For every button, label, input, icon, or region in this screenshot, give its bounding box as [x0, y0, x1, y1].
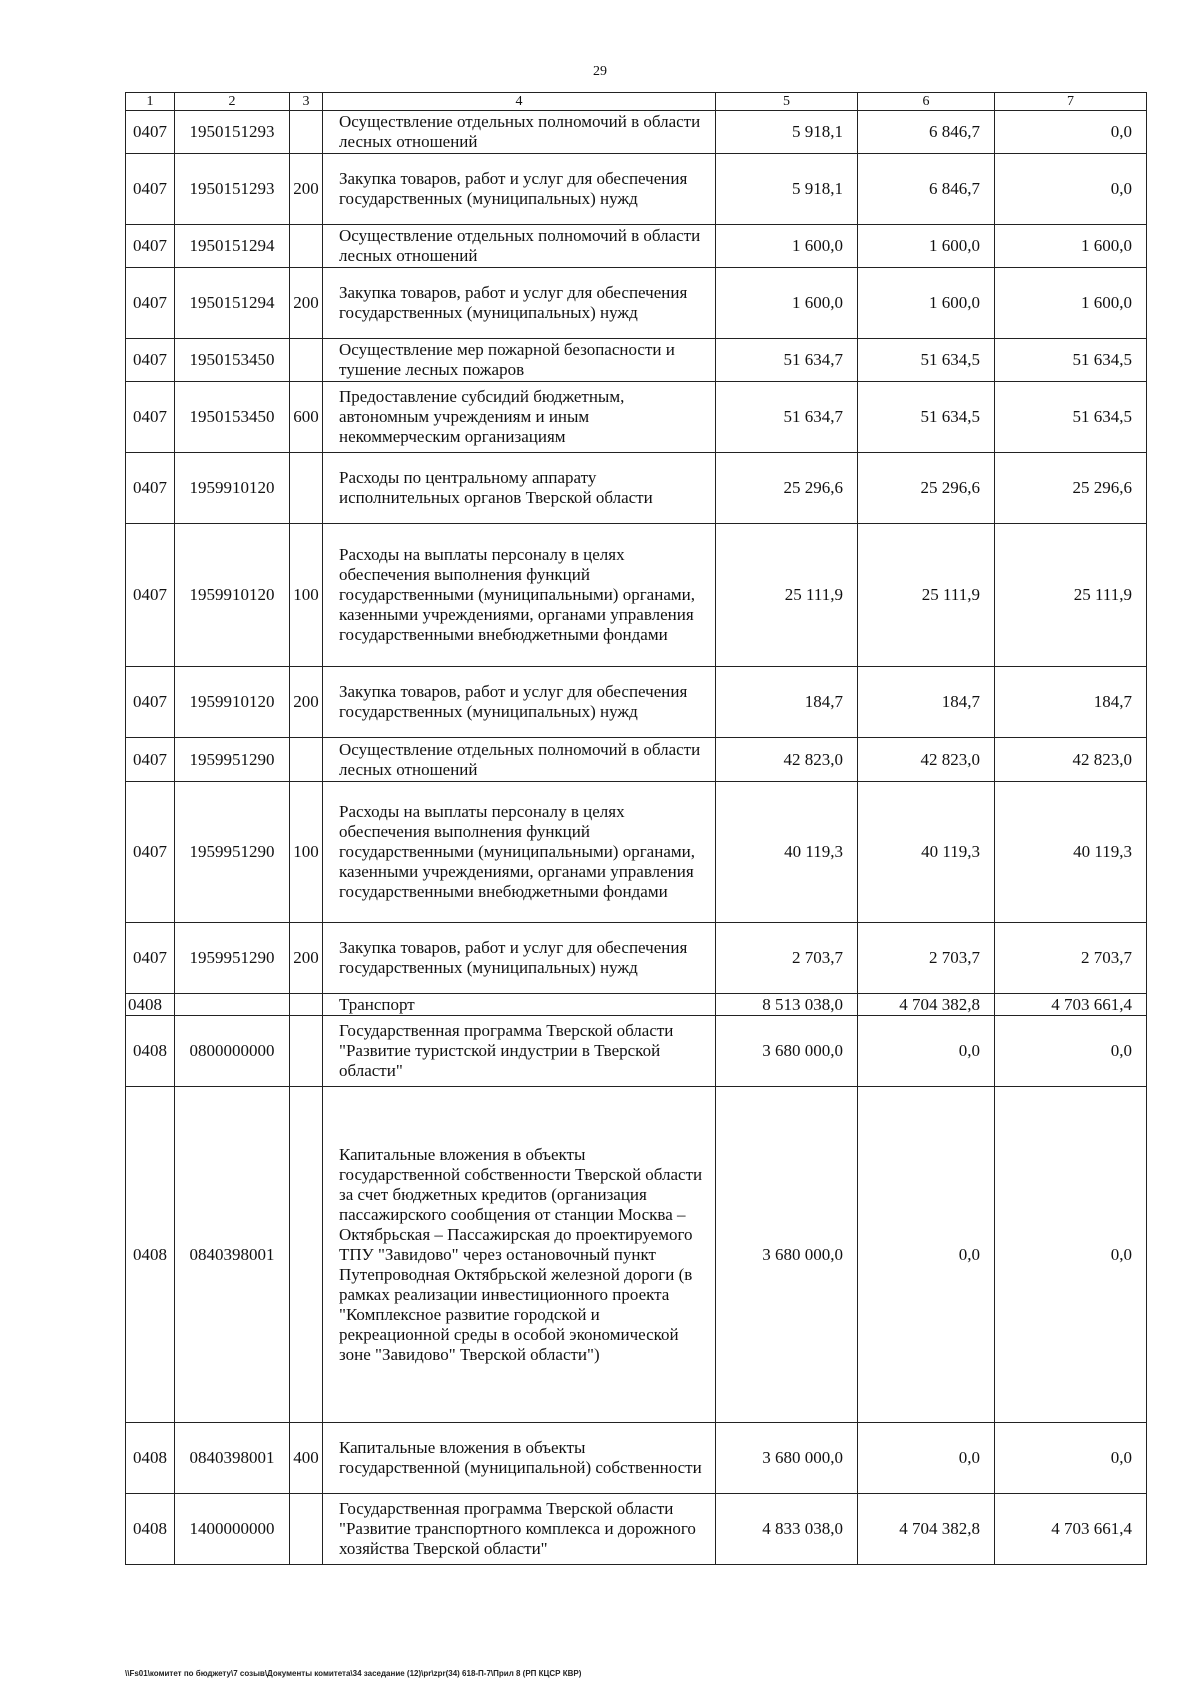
target-article-code: 1959951290 [175, 782, 290, 923]
amount-col-7: 4 703 661,4 [995, 1494, 1147, 1565]
section-code: 0407 [126, 453, 175, 524]
target-article-code: 1959910120 [175, 667, 290, 738]
amount-col-5: 5 918,1 [716, 111, 858, 154]
expense-type-code: 200 [290, 154, 323, 225]
amount-col-7: 2 703,7 [995, 923, 1147, 994]
target-article-code: 0840398001 [175, 1423, 290, 1494]
table-row [126, 782, 1147, 923]
amount-col-7: 25 111,9 [995, 524, 1147, 667]
target-article-code: 1950153450 [175, 382, 290, 453]
expense-type-code [290, 1494, 323, 1565]
table-row [126, 524, 1147, 667]
amount-col-5: 2 703,7 [716, 923, 858, 994]
budget-table [125, 92, 1147, 1565]
amount-col-6: 6 846,7 [858, 111, 995, 154]
amount-col-5: 1 600,0 [716, 225, 858, 268]
item-name: Закупка товаров, работ и услуг для обеспечения государственных (муниципальных) нужд [323, 154, 716, 225]
amount-col-5: 8 513 038,0 [716, 994, 858, 1016]
amount-col-5: 42 823,0 [716, 738, 858, 782]
item-name: Расходы по центральному аппарату исполнительных органов Тверской области [323, 453, 716, 524]
target-article-code: 1950151293 [175, 154, 290, 225]
amount-col-7: 51 634,5 [995, 339, 1147, 382]
amount-col-7: 184,7 [995, 667, 1147, 738]
amount-col-6: 1 600,0 [858, 268, 995, 339]
expense-type-code: 400 [290, 1423, 323, 1494]
item-name: Расходы на выплаты персоналу в целях обеспечения выполнения функций государственными (муниципальными) органами, казенными учреждениями, органами управления государственными внебюджетными фондами [323, 524, 716, 667]
target-article-code: 1959951290 [175, 738, 290, 782]
amount-col-6: 51 634,5 [858, 382, 995, 453]
target-article-code: 1959910120 [175, 524, 290, 667]
amount-col-7: 1 600,0 [995, 225, 1147, 268]
expense-type-code [290, 453, 323, 524]
section-code: 0407 [126, 667, 175, 738]
amount-col-6: 6 846,7 [858, 154, 995, 225]
expense-type-code: 600 [290, 382, 323, 453]
amount-col-5: 3 680 000,0 [716, 1087, 858, 1423]
table-row [126, 1087, 1147, 1423]
section-code: 0407 [126, 339, 175, 382]
section-code: 0407 [126, 524, 175, 667]
amount-col-7: 4 703 661,4 [995, 994, 1147, 1016]
col-header-2: 2 [175, 93, 290, 111]
col-header-7: 7 [995, 93, 1147, 111]
amount-col-6: 4 704 382,8 [858, 1494, 995, 1565]
amount-col-7: 0,0 [995, 154, 1147, 225]
item-name: Государственная программа Тверской области "Развитие транспортного комплекса и дорожного хозяйства Тверской области" [323, 1494, 716, 1565]
item-name: Осуществление отдельных полномочий в области лесных отношений [323, 111, 716, 154]
amount-col-6: 2 703,7 [858, 923, 995, 994]
target-article-code [175, 994, 290, 1016]
amount-col-7: 0,0 [995, 1087, 1147, 1423]
target-article-code: 1959951290 [175, 923, 290, 994]
section-code: 0407 [126, 923, 175, 994]
amount-col-5: 1 600,0 [716, 268, 858, 339]
table-row [126, 1494, 1147, 1565]
expense-type-code [290, 1087, 323, 1423]
item-name: Осуществление отдельных полномочий в области лесных отношений [323, 225, 716, 268]
table-row [126, 738, 1147, 782]
amount-col-7: 51 634,5 [995, 382, 1147, 453]
section-code: 0407 [126, 225, 175, 268]
amount-col-5: 51 634,7 [716, 382, 858, 453]
table-row [126, 268, 1147, 339]
target-article-code: 1950151294 [175, 225, 290, 268]
item-name: Закупка товаров, работ и услуг для обеспечения государственных (муниципальных) нужд [323, 667, 716, 738]
page-number: 29 [593, 64, 607, 79]
col-header-5: 5 [716, 93, 858, 111]
section-code: 0408 [126, 1423, 175, 1494]
table-row [126, 225, 1147, 268]
table-row [126, 667, 1147, 738]
amount-col-6: 25 111,9 [858, 524, 995, 667]
amount-col-7: 40 119,3 [995, 782, 1147, 923]
item-name: Капитальные вложения в объекты государственной (муниципальной) собственности [323, 1423, 716, 1494]
amount-col-5: 184,7 [716, 667, 858, 738]
amount-col-6: 0,0 [858, 1423, 995, 1494]
expense-type-code [290, 1016, 323, 1087]
footer-file-path: \\Fs01\комитет по бюджету\7 созыв\Документы комитета\34 заседание (12)\pr\zpr(34) 618-П-7\Прил 8 (РП КЦСР КВР) [125, 1669, 582, 1678]
header-row [126, 93, 1147, 111]
amount-col-7: 0,0 [995, 1423, 1147, 1494]
section-code: 0408 [126, 994, 175, 1016]
table-row [126, 1016, 1147, 1087]
amount-col-7: 1 600,0 [995, 268, 1147, 339]
table-row [126, 923, 1147, 994]
section-code: 0407 [126, 738, 175, 782]
amount-col-6: 40 119,3 [858, 782, 995, 923]
section-code: 0408 [126, 1016, 175, 1087]
section-code: 0407 [126, 154, 175, 225]
item-name: Закупка товаров, работ и услуг для обеспечения государственных (муниципальных) нужд [323, 268, 716, 339]
section-code: 0408 [126, 1087, 175, 1423]
expense-type-code [290, 111, 323, 154]
target-article-code: 1959910120 [175, 453, 290, 524]
expense-type-code [290, 339, 323, 382]
table-row [126, 994, 1147, 1016]
amount-col-5: 4 833 038,0 [716, 1494, 858, 1565]
expense-type-code [290, 994, 323, 1016]
section-code: 0407 [126, 268, 175, 339]
target-article-code: 0840398001 [175, 1087, 290, 1423]
item-name: Транспорт [323, 994, 716, 1016]
expense-type-code [290, 225, 323, 268]
col-header-6: 6 [858, 93, 995, 111]
amount-col-5: 5 918,1 [716, 154, 858, 225]
expense-type-code: 200 [290, 268, 323, 339]
item-name: Предоставление субсидий бюджетным, автономным учреждениям и иным некоммерческим организациям [323, 382, 716, 453]
target-article-code: 1400000000 [175, 1494, 290, 1565]
amount-col-5: 3 680 000,0 [716, 1016, 858, 1087]
expense-type-code [290, 738, 323, 782]
expense-type-code: 100 [290, 524, 323, 667]
expense-type-code: 200 [290, 667, 323, 738]
item-name: Закупка товаров, работ и услуг для обеспечения государственных (муниципальных) нужд [323, 923, 716, 994]
col-header-3: 3 [290, 93, 323, 111]
amount-col-7: 25 296,6 [995, 453, 1147, 524]
item-name: Осуществление отдельных полномочий в области лесных отношений [323, 738, 716, 782]
col-header-1: 1 [126, 93, 175, 111]
amount-col-6: 0,0 [858, 1016, 995, 1087]
amount-col-6: 184,7 [858, 667, 995, 738]
amount-col-6: 4 704 382,8 [858, 994, 995, 1016]
section-code: 0408 [126, 1494, 175, 1565]
table-row [126, 154, 1147, 225]
amount-col-6: 51 634,5 [858, 339, 995, 382]
target-article-code: 1950151294 [175, 268, 290, 339]
amount-col-7: 0,0 [995, 1016, 1147, 1087]
item-name: Государственная программа Тверской области "Развитие туристской индустрии в Тверской области" [323, 1016, 716, 1087]
table-row [126, 111, 1147, 154]
amount-col-5: 40 119,3 [716, 782, 858, 923]
target-article-code: 1950151293 [175, 111, 290, 154]
table-row [126, 382, 1147, 453]
amount-col-6: 0,0 [858, 1087, 995, 1423]
section-code: 0407 [126, 382, 175, 453]
target-article-code: 1950153450 [175, 339, 290, 382]
section-code: 0407 [126, 782, 175, 923]
item-name: Осуществление мер пожарной безопасности и тушение лесных пожаров [323, 339, 716, 382]
expense-type-code: 100 [290, 782, 323, 923]
target-article-code: 0800000000 [175, 1016, 290, 1087]
expense-type-code: 200 [290, 923, 323, 994]
amount-col-6: 25 296,6 [858, 453, 995, 524]
table-row [126, 339, 1147, 382]
table-row [126, 453, 1147, 524]
amount-col-5: 3 680 000,0 [716, 1423, 858, 1494]
amount-col-5: 25 296,6 [716, 453, 858, 524]
amount-col-7: 0,0 [995, 111, 1147, 154]
amount-col-6: 42 823,0 [858, 738, 995, 782]
item-name: Расходы на выплаты персоналу в целях обеспечения выполнения функций государственными (муниципальными) органами, казенными учреждениями, органами управления государственными внебюджетными фондами [323, 782, 716, 923]
section-code: 0407 [126, 111, 175, 154]
amount-col-7: 42 823,0 [995, 738, 1147, 782]
amount-col-6: 1 600,0 [858, 225, 995, 268]
item-name: Капитальные вложения в объекты государственной собственности Тверской области за счет бюджетных кредитов (организация пассажирского сообщения от станции Москва – Октябрьская – Пассажирская до проектируемого ТПУ "Завидово" через остановочный пункт Путепроводная Октябрьской железной дороги (в рамках реализации инвестиционного проекта "Комплексное развитие городской и рекреационной среды в особой экономической зоне "Завидово" Тверской области") [323, 1087, 716, 1423]
table-row [126, 1423, 1147, 1494]
col-header-4: 4 [323, 93, 716, 111]
amount-col-5: 25 111,9 [716, 524, 858, 667]
amount-col-5: 51 634,7 [716, 339, 858, 382]
